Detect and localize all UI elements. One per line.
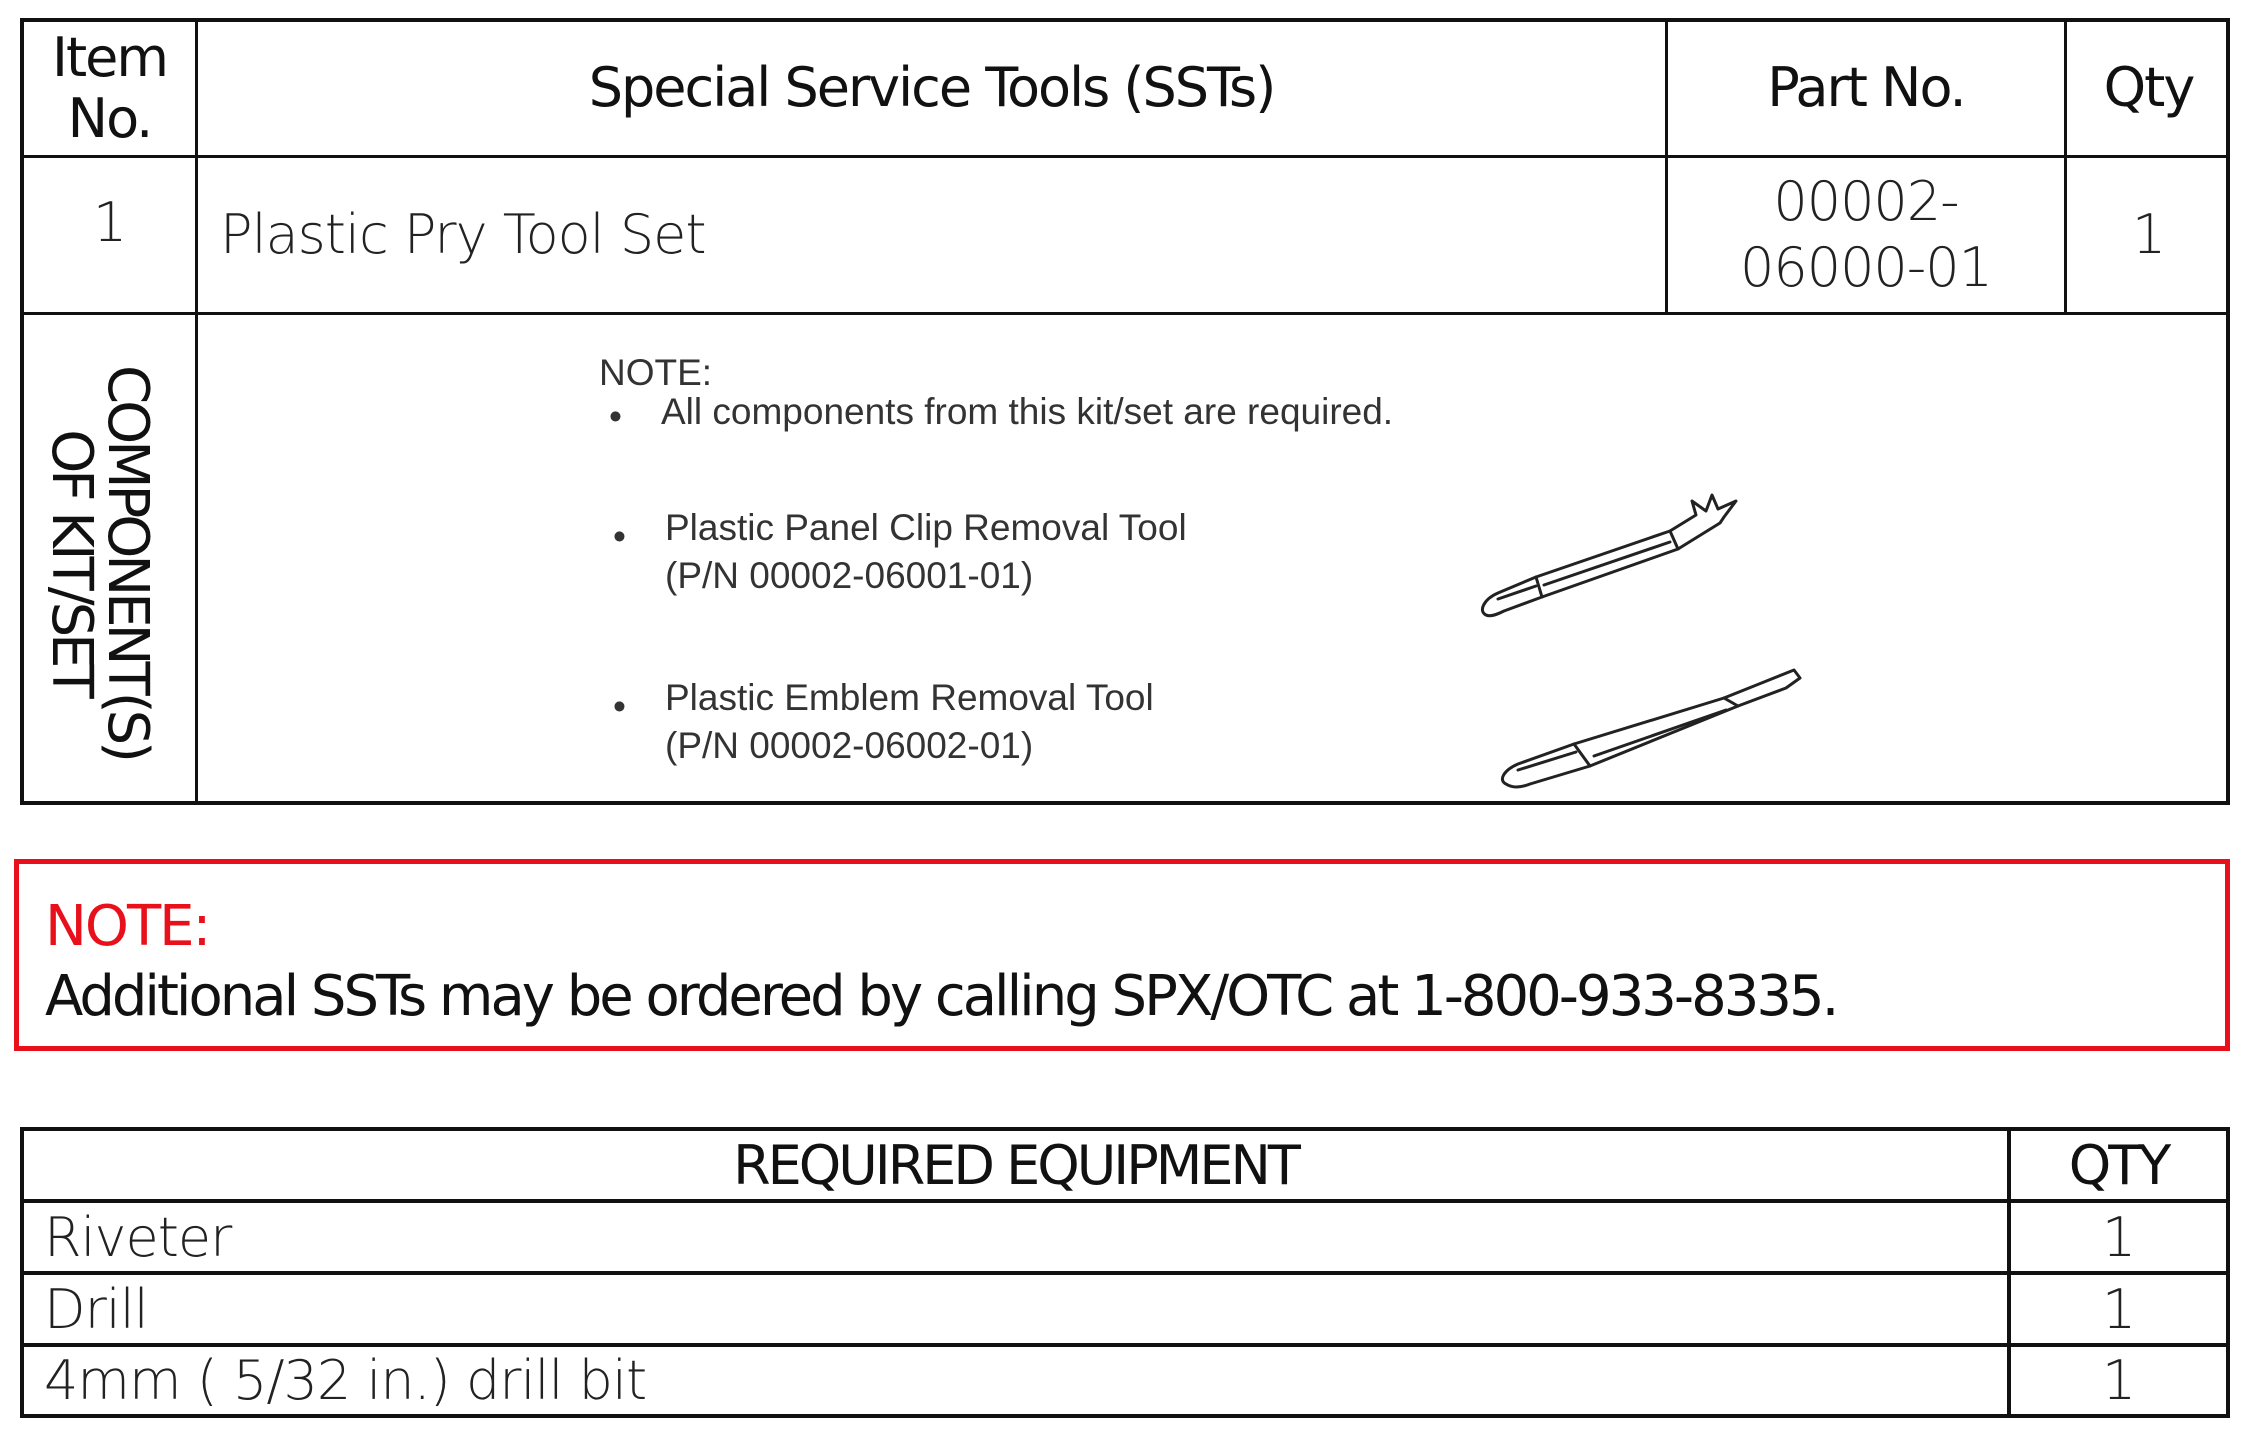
equipment-row: [24, 1203, 2007, 1271]
header-tools-label: Special Service Tools (SSTs): [588, 56, 1275, 120]
component-item-2: [665, 674, 1154, 770]
item-no-value: 1: [92, 191, 127, 255]
sst-table: [20, 18, 2230, 805]
tool-name-value: Plastic Pry Tool Set: [220, 203, 706, 267]
header-part-no-label: Part No.: [1767, 56, 1965, 120]
equipment-qty: 1: [2101, 1205, 2136, 1269]
component-item-1-name: Plastic Panel Clip Removal Tool: [665, 507, 1187, 548]
bullet-icon: •: [609, 396, 622, 437]
component-item-1-pn: (P/N 00002-06001-01): [665, 555, 1034, 596]
equipment-header-qty: [2011, 1131, 2226, 1199]
required-equipment-table: [20, 1127, 2230, 1418]
ordering-note-title: NOTE:: [45, 894, 210, 959]
row-qty: [2067, 158, 2230, 312]
equipment-row-qty: [2011, 1347, 2226, 1414]
equipment-header-qty-label: QTY: [2068, 1133, 2169, 1197]
component-item-2-pn: (P/N 00002-06002-01): [665, 725, 1034, 766]
bullet-icon: •: [613, 516, 626, 557]
side-label-line1: COMPONENT(S): [95, 365, 160, 759]
grid-line: [24, 312, 2226, 315]
equipment-row-qty: [2011, 1275, 2226, 1343]
equipment-header-name-label: REQUIRED EQUIPMENT: [733, 1133, 1298, 1197]
header-part-no: [1668, 22, 2064, 155]
equipment-name: Drill: [44, 1277, 148, 1341]
row-tool-name: [198, 158, 1665, 312]
equipment-qty: 1: [2101, 1277, 2136, 1341]
pry-tool-forked-icon: [1474, 487, 1774, 647]
equipment-row: [24, 1275, 2007, 1343]
components-note-text: All components from this kit/set are required.: [661, 391, 1394, 432]
equipment-header-name: [24, 1131, 2007, 1199]
header-qty-label: Qty: [2103, 56, 2194, 120]
header-item-no: [24, 22, 195, 155]
equipment-row-qty: [2011, 1203, 2226, 1271]
part-no-line2: 06000-01: [1740, 236, 1992, 299]
ordering-note-box: [14, 859, 2230, 1051]
components-note-heading: NOTE:: [599, 352, 713, 393]
component-item-1: [665, 504, 1187, 600]
header-tools: [198, 22, 1665, 155]
equipment-qty: 1: [2101, 1349, 2136, 1412]
equipment-name: Riveter: [44, 1205, 232, 1269]
row-item-no: [24, 158, 195, 288]
row-part-no: [1668, 158, 2064, 312]
qty-value: 1: [2131, 203, 2166, 267]
component-item-2-name: Plastic Emblem Removal Tool: [665, 677, 1154, 718]
part-no-line1: 00002-: [1773, 170, 1959, 234]
bullet-icon: •: [613, 686, 626, 727]
header-qty: [2067, 22, 2230, 155]
pry-tool-flat-icon: [1494, 662, 1814, 802]
components-side-label: [34, 342, 164, 782]
side-label-line2: OF KIT/SET: [39, 429, 104, 695]
equipment-row: [24, 1347, 2007, 1414]
equipment-name: 4mm ( 5/32 in.) drill bit: [44, 1349, 647, 1412]
header-item-no-label: Item No.: [52, 26, 167, 150]
ordering-note-body: Additional SSTs may be ordered by calling SPX/OTC at 1-800-933-8335.: [45, 964, 1837, 1029]
